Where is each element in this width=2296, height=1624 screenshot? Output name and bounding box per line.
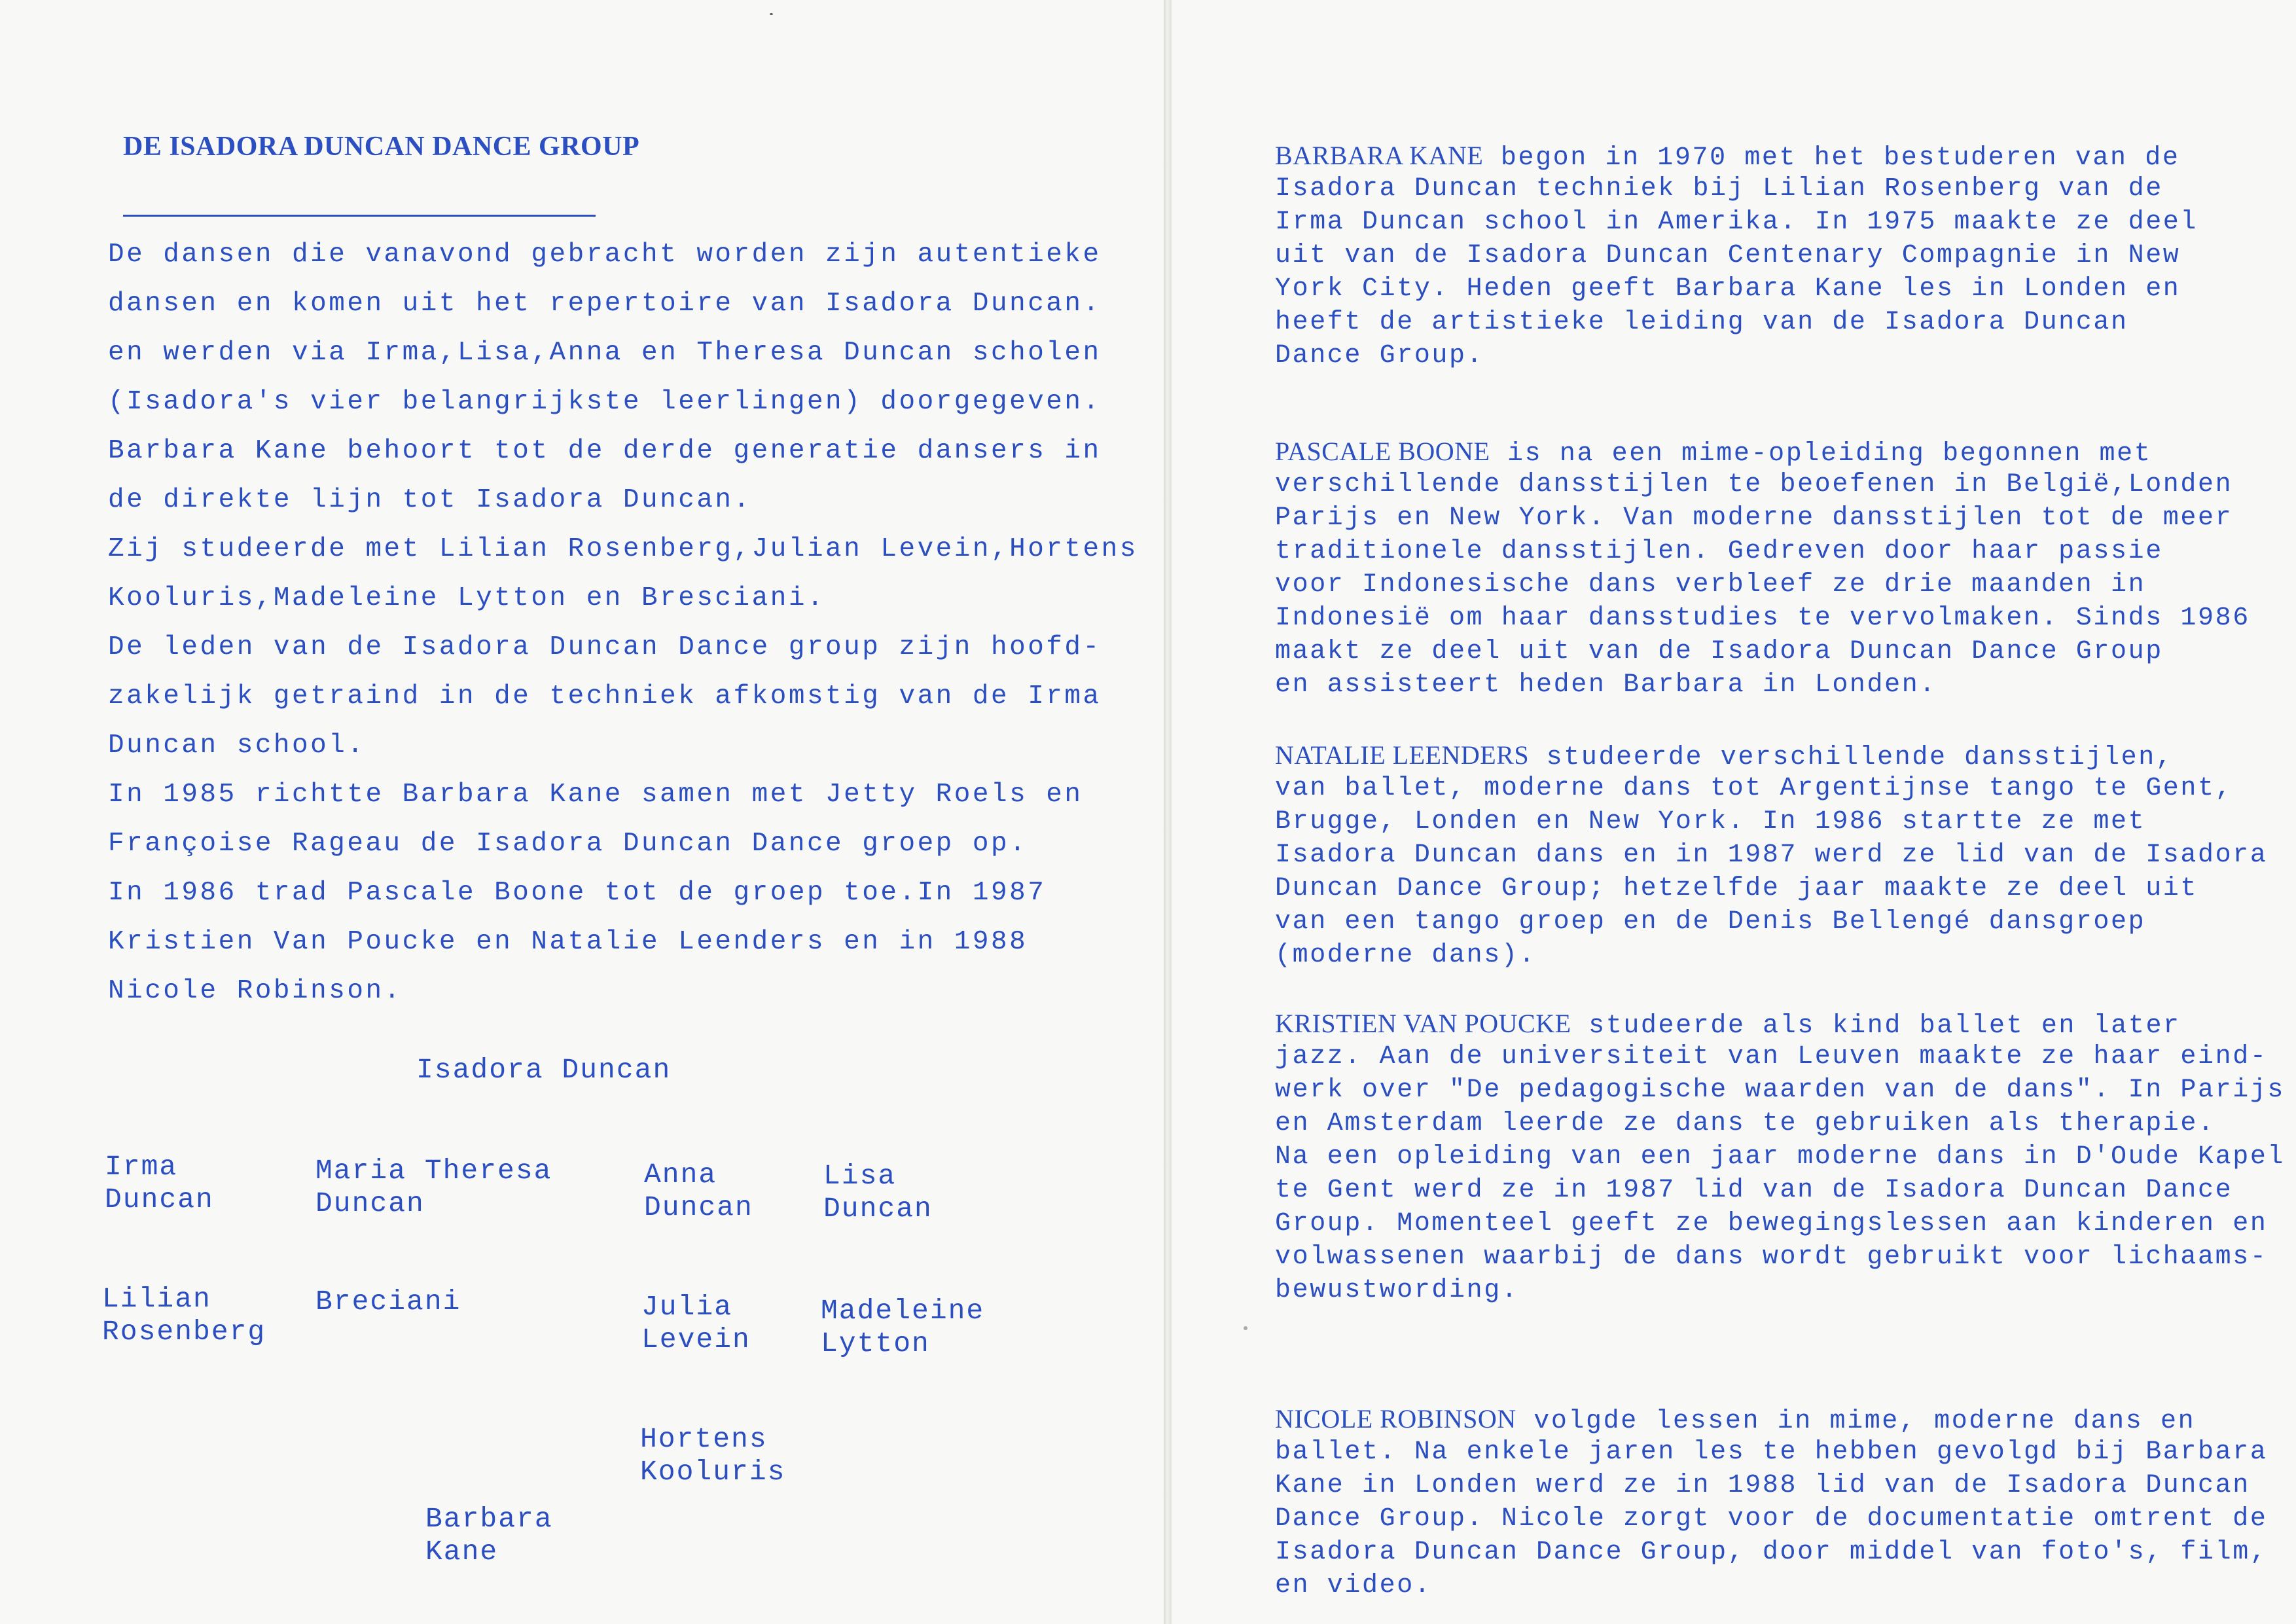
- bio-text: is na een mime-opleiding begonnen met: [1490, 439, 2152, 469]
- lineage-node-line: Hortens: [640, 1423, 768, 1455]
- bio-line: Group. Momenteel geeft ze bewegingslessen aan kinderen en: [1275, 1209, 2268, 1238]
- lineage-node-line: Duncan: [105, 1183, 214, 1216]
- bio-pascale-boone: [1275, 435, 2250, 702]
- intro-text: [108, 230, 1138, 1016]
- bio-nicole-robinson: [1275, 1402, 2267, 1602]
- lineage-node-line: Rosenberg: [102, 1316, 266, 1348]
- bio-first-line: [1275, 435, 2250, 468]
- bio-line: en Amsterdam leerde ze dans te gebruiken als therapie.: [1275, 1109, 2215, 1138]
- bio-natalie-leenders: [1275, 738, 2267, 972]
- lineage-node-line: Kooluris: [640, 1456, 786, 1488]
- bio-line: van ballet, moderne dans tot Argentijnse tango te Gent,: [1275, 774, 2233, 803]
- lineage-node-line: Breciani: [315, 1286, 461, 1318]
- lineage-node-line: Duncan: [315, 1187, 425, 1219]
- intro-line: In 1986 trad Pascale Boone tot de groep toe.In 1987: [108, 878, 1047, 908]
- paper-speck: [770, 13, 773, 15]
- intro-line: Barbara Kane behoort tot de derde generatie dansers in: [108, 436, 1102, 466]
- lineage-node-madeleine: [821, 1295, 984, 1360]
- lineage-node-line: Lytton: [821, 1327, 930, 1360]
- bio-line: Indonesië om haar dansstudies te vervolmaken. Sinds 1986: [1275, 604, 2250, 633]
- bio-line: Brugge, Londen en New York. In 1986 startte ze met: [1275, 807, 2146, 837]
- lineage-node-line: Kane: [425, 1536, 499, 1568]
- bio-barbara-kane: [1275, 139, 2198, 372]
- lineage-node-line: Julia: [641, 1291, 733, 1323]
- bio-line: maakt ze deel uit van de Isadora Duncan Dance Group: [1275, 637, 2163, 666]
- lineage-node-line: Barbara: [425, 1503, 553, 1535]
- bio-line: Irma Duncan school in Amerika. In 1975 maakte ze deel: [1275, 208, 2198, 237]
- bio-line: heeft de artistieke leiding van de Isadora Duncan: [1275, 308, 2128, 337]
- intro-line: Françoise Rageau de Isadora Duncan Dance groep op.: [108, 829, 1028, 859]
- bio-line: en video.: [1275, 1571, 1432, 1600]
- lineage-node-hortens: [640, 1423, 785, 1489]
- bio-name: BARBARA KANE: [1275, 141, 1484, 170]
- bio-line: Isadora Duncan dans en in 1987 werd ze lid van de Isadora: [1275, 840, 2268, 870]
- intro-line: zakelijk getraind in de techniek afkomstig van de Irma: [108, 681, 1102, 712]
- page-fold: [1164, 0, 1172, 1624]
- intro-line: (Isadora's vier belangrijkste leerlingen) doorgegeven.: [108, 387, 1102, 417]
- bio-line: volwassenen waarbij de dans wordt gebruikt voor lichaams-: [1275, 1242, 2268, 1272]
- lineage-node-lilian: [102, 1283, 266, 1348]
- bio-line: uit van de Isadora Duncan Centenary Compagnie in New: [1275, 241, 2181, 270]
- bio-line: bewustwording.: [1275, 1276, 1519, 1305]
- bio-text: studeerde verschillende dansstijlen,: [1529, 743, 2174, 772]
- bio-line: ballet. Na enkele jaren les te hebben gevolgd bij Barbara: [1275, 1437, 2268, 1467]
- lineage-node-line: Lisa: [823, 1160, 897, 1192]
- bio-text: begon in 1970 met het bestuderen van de: [1483, 143, 2180, 173]
- bio-line: Isadora Duncan Dance Group, door middel van foto's, film,: [1275, 1538, 2268, 1567]
- bio-line: verschillende dansstijlen te beoefenen in België,Londen: [1275, 470, 2233, 499]
- lineage-node-lisa: [823, 1160, 933, 1225]
- bio-line: en assisteert heden Barbara in Londen.: [1275, 670, 1937, 700]
- lineage-node-line: Duncan: [644, 1191, 753, 1223]
- bio-first-line: [1275, 738, 2267, 772]
- lineage-node-anna: [644, 1159, 753, 1224]
- lineage-node-line: Maria Theresa: [315, 1155, 552, 1187]
- bio-line: Duncan Dance Group; hetzelfde jaar maakte ze deel uit: [1275, 874, 2198, 903]
- bio-line: Isadora Duncan techniek bij Lilian Rosenberg van de: [1275, 174, 2163, 204]
- bio-text: studeerde als kind ballet en later: [1571, 1011, 2181, 1041]
- bio-line: Dance Group.: [1275, 341, 1484, 370]
- paper-speck: [1244, 1326, 1247, 1330]
- bio-line: (moderne dans).: [1275, 941, 1537, 970]
- bio-line: York City. Heden geeft Barbara Kane les in Londen en: [1275, 274, 2181, 304]
- intro-line: De leden van de Isadora Duncan Dance group zijn hoofd-: [108, 632, 1102, 662]
- bio-line: traditionele dansstijlen. Gedreven door haar passie: [1275, 537, 2163, 566]
- title-underline: [123, 215, 596, 217]
- lineage-node-line: Madeleine: [821, 1295, 985, 1327]
- lineage-node-line: Anna: [644, 1159, 717, 1191]
- intro-line: dansen en komen uit het repertoire van Isadora Duncan.: [108, 289, 1102, 319]
- lineage-node-breciani: [315, 1286, 461, 1318]
- lineage-node-julia: [641, 1291, 751, 1356]
- intro-line: In 1985 richtte Barbara Kane samen met Jetty Roels en: [108, 780, 1083, 810]
- lineage-root: Isadora Duncan: [416, 1054, 672, 1086]
- lineage-node-barbara: [425, 1503, 553, 1568]
- bio-first-line: [1275, 139, 2198, 172]
- bio-line: Kane in Londen werd ze in 1988 lid van de Isadora Duncan: [1275, 1471, 2250, 1500]
- lineage-node-line: Levein: [641, 1324, 751, 1356]
- bio-text: volgde lessen in mime, moderne dans en: [1516, 1407, 2196, 1436]
- intro-line: en werden via Irma,Lisa,Anna en Theresa Duncan scholen: [108, 338, 1102, 368]
- intro-line: Zij studeerde met Lilian Rosenberg,Julian Levein,Hortens: [108, 534, 1138, 564]
- bio-first-line: [1275, 1007, 2285, 1040]
- intro-line: Kristien Van Poucke en Natalie Leenders en in 1988: [108, 927, 1028, 957]
- bio-first-line: [1275, 1402, 2267, 1435]
- bio-name: NATALIE LEENDERS: [1275, 740, 1530, 770]
- bio-line: voor Indonesische dans verbleef ze drie maanden in: [1275, 570, 2146, 600]
- lineage-node-line: Duncan: [823, 1193, 933, 1225]
- bio-name: NICOLE ROBINSON: [1275, 1404, 1516, 1434]
- bio-line: Na een opleiding van een jaar moderne dans in D'Oude Kapel: [1275, 1142, 2286, 1172]
- intro-line: Duncan school.: [108, 731, 366, 761]
- bio-line: te Gent werd ze in 1987 lid van de Isadora Duncan Dance: [1275, 1176, 2233, 1205]
- intro-line: Nicole Robinson.: [108, 976, 403, 1006]
- lineage-node-maria-theresa: [315, 1155, 552, 1220]
- intro-line: de direkte lijn tot Isadora Duncan.: [108, 485, 752, 515]
- bio-line: werk over "De pedagogische waarden van de dans". In Parijs: [1275, 1075, 2286, 1105]
- bio-name: KRISTIEN VAN POUCKE: [1275, 1009, 1571, 1038]
- lineage-node-line: Lilian: [102, 1283, 211, 1315]
- bio-name: PASCALE BOONE: [1275, 437, 1490, 466]
- bio-line: van een tango groep en de Denis Bellengé dansgroep: [1275, 907, 2146, 937]
- bio-line: Parijs en New York. Van moderne dansstijlen tot de meer: [1275, 503, 2233, 533]
- intro-line: Kooluris,Madeleine Lytton en Bresciani.: [108, 583, 826, 613]
- lineage-node-line: Irma: [105, 1151, 178, 1183]
- bio-line: jazz. Aan de universiteit van Leuven maakte ze haar eind-: [1275, 1042, 2268, 1072]
- lineage-node-irma: [105, 1151, 214, 1216]
- page-title: DE ISADORA DUNCAN DANCE GROUP: [123, 132, 640, 162]
- bio-line: Dance Group. Nicole zorgt voor de documentatie omtrent de: [1275, 1504, 2268, 1534]
- bio-kristien-van-poucke: [1275, 1007, 2285, 1307]
- intro-line: De dansen die vanavond gebracht worden zijn autentieke: [108, 240, 1102, 270]
